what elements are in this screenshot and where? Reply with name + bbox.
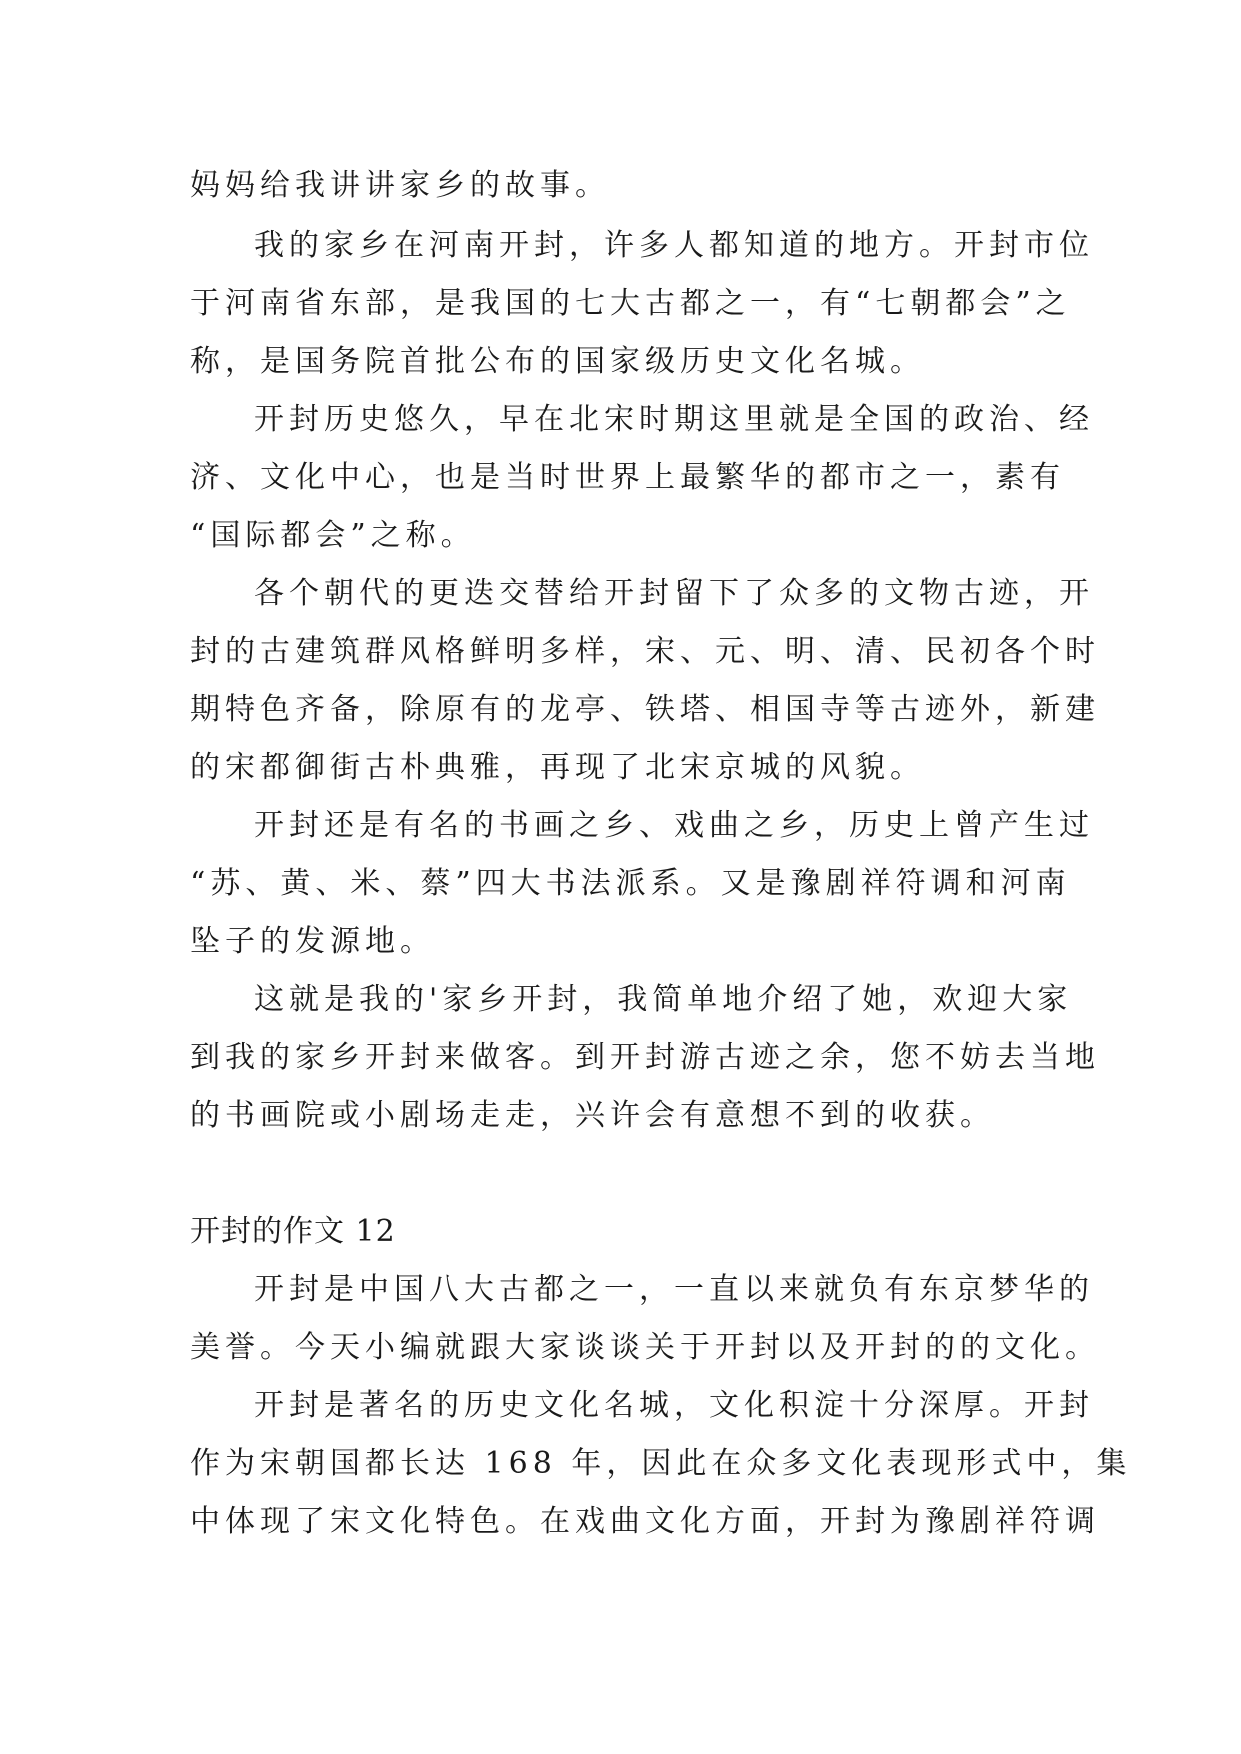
- text-line: 中体现了宋文化特色。在戏曲文化方面，开封为豫剧祥符调: [190, 1504, 1100, 1539]
- paragraph-first-line: 开封历史悠久，早在北宋时期这里就是全国的政治、经: [254, 402, 1094, 437]
- text-line: 的书画院或小剧场走走，兴许会有意想不到的收获。: [190, 1098, 995, 1133]
- text-line: 称，是国务院首批公布的国家级历史文化名城。: [190, 344, 925, 379]
- text-line: 的宋都御街古朴典雅，再现了北宋京城的风貌。: [190, 750, 925, 785]
- text-line: 坠子的发源地。: [190, 924, 435, 959]
- paragraph-first-line: 开封还是有名的书画之乡、戏曲之乡，历史上曾产生过: [254, 808, 1094, 843]
- section-heading: 开封的作文 12: [190, 1214, 396, 1249]
- text-line: 妈妈给我讲讲家乡的故事。: [190, 168, 610, 203]
- paragraph-first-line: 我的家乡在河南开封，许多人都知道的地方。开封市位: [254, 228, 1094, 263]
- text-line: 美誉。今天小编就跟大家谈谈关于开封以及开封的的文化。: [190, 1330, 1100, 1365]
- text-line: 到我的家乡开封来做客。到开封游古迹之余，您不妨去当地: [190, 1040, 1100, 1075]
- paragraph-first-line: 开封是著名的历史文化名城，文化积淀十分深厚。开封: [254, 1388, 1094, 1423]
- text-line: 于河南省东部，是我国的七大古都之一，有“七朝都会”之: [190, 286, 1071, 321]
- text-line: “国际都会”之称。: [190, 518, 476, 553]
- paragraph-first-line: 开封是中国八大古都之一，一直以来就负有东京梦华的: [254, 1272, 1094, 1307]
- text-line: 期特色齐备，除原有的龙亭、铁塔、相国寺等古迹外，新建: [190, 692, 1100, 727]
- text-line: 济、文化中心，也是当时世界上最繁华的都市之一，素有: [190, 460, 1065, 495]
- text-line: 作为宋朝国都长达 168 年，因此在众多文化表现形式中，集: [190, 1446, 1132, 1481]
- text-line: 封的古建筑群风格鲜明多样，宋、元、明、清、民初各个时: [190, 634, 1100, 669]
- paragraph-first-line: 各个朝代的更迭交替给开封留下了众多的文物古迹，开: [254, 576, 1094, 611]
- paragraph-first-line: 这就是我的'家乡开封，我简单地介绍了她，欢迎大家: [254, 982, 1073, 1017]
- text-line: “苏、黄、米、蔡”四大书法派系。又是豫剧祥符调和河南: [190, 866, 1071, 901]
